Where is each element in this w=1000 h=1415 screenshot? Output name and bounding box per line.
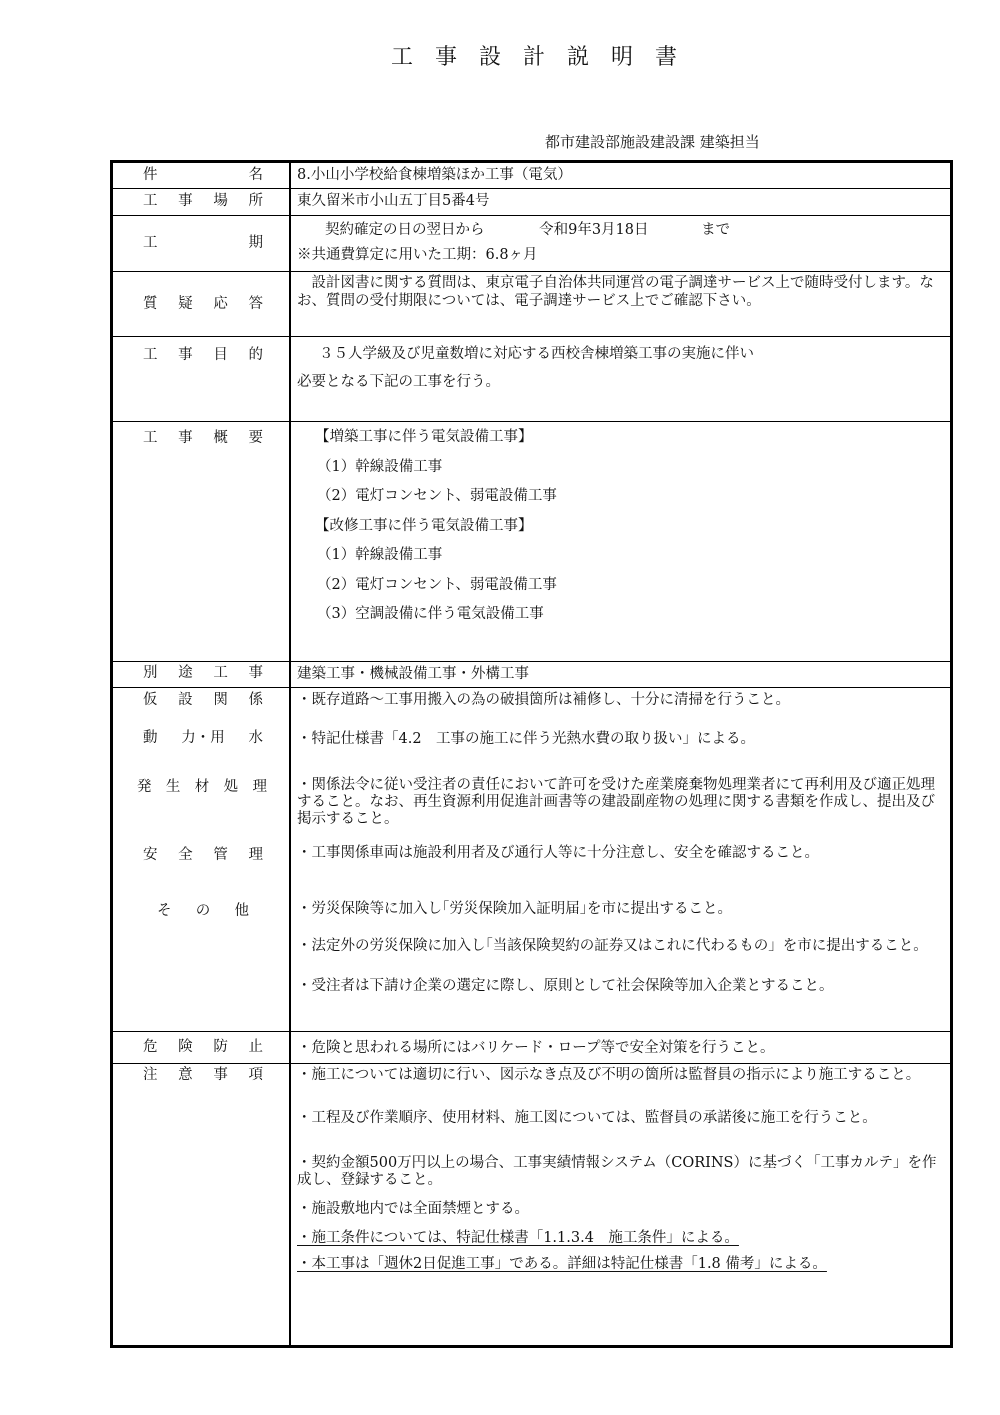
row-name [112,162,952,189]
specification-table [110,160,953,1348]
overview-item: （2）電灯コンセント、弱電設備工事 [317,576,557,593]
value-safety: ・工事関係車両は施設利用者及び通行人等に十分注意し、安全を確認すること。 [297,845,819,861]
row-misc [112,688,952,1032]
label-separate: 別 途 工 事 [112,662,291,688]
value-misc [290,688,952,1032]
label-name: 件 名 [112,162,291,189]
row-qa [112,272,952,337]
value-name: 8.小山小学校給食棟増築ほか工事（電気） [290,162,952,189]
value-temporary: ・既存道路～工事用搬入の為の破損箇所は補修し、十分に清掃を行うこと。 [297,692,790,708]
note-item: ・契約金額500万円以上の場合、工事実績情報システム（CORINS）に基づく「工事カルテ」を作成し、登録すること。 [297,1155,937,1188]
note-item: ・施工については適切に行い、図示なき点及び不明の箇所は監督員の指示により施工すること。 [297,1067,921,1083]
note-item-underlined: ・本工事は「週休2日促進工事」である。詳細は特記仕様書「1.8 備考」による。 [297,1256,827,1272]
value-notes [290,1064,952,1347]
label-purpose: 工 事 目 的 [112,337,291,422]
label-place: 工 事 場 所 [112,189,291,216]
note-item-underlined: ・施工条件については、特記仕様書「1.1.3.4 施工条件」による。 [297,1230,739,1246]
label-overview: 工 事 概 要 [112,422,291,662]
document-title: 工事設計説明書 [390,45,699,70]
overview-item: （2）電灯コンセント、弱電設備工事 [317,488,557,504]
value-separate: 建築工事・機械設備工事・外構工事 [290,662,952,688]
row-danger [112,1032,952,1064]
overview-item: （1）幹線設備工事 [317,458,443,475]
department-label: 都市建設部施設建設課 建築担当 [545,133,760,151]
label-waste: 発 生 材 処 理 [137,779,267,795]
value-other-1: ・労災保険等に加入し｢労災保険加入証明届｣を市に提出すること。 [297,901,732,917]
label-period: 工 期 [112,216,291,272]
label-power: 動 力・用 水 [143,730,263,746]
value-place: 東久留米市小山五丁目5番4号 [290,189,952,216]
label-misc [112,688,291,1032]
label-temporary: 仮 設 関 係 [143,692,263,708]
note-item: ・工程及び作業順序、使用材料、施工図については、監督員の承諾後に施工を行うこと。 [297,1110,877,1126]
overview-item: （1）幹線設備工事 [317,547,443,563]
label-other: そ の 他 [157,903,249,919]
row-overview [112,422,952,662]
label-danger: 危 険 防 止 [112,1032,291,1064]
label-safety: 安 全 管 理 [143,847,263,863]
row-place [112,189,952,216]
label-qa: 質 疑 応 答 [112,272,291,337]
row-purpose [112,337,952,422]
overview-heading: 【増築工事に伴う電気設備工事】 [315,429,533,445]
overview-item: （3）空調設備に伴う電気設備工事 [317,606,544,622]
row-period [112,216,952,272]
row-notes [112,1064,952,1347]
value-purpose: ３５人学級及び児童数増に対応する西校舎棟増築工事の実施に伴い 必要となる下記の工事を行う。 [290,337,952,422]
label-notes: 注 意 事 項 [112,1064,291,1347]
value-waste: ・関係法令に従い受注者の責任において許可を受けた産業廃棄物処理業者にて再利用及び適正処理すること。なお、再生資源利用促進計画書等の建設副産物の処理に関する書類を作成し、提出及び掲示すること。 [297,777,935,827]
value-overview [290,422,952,662]
overview-heading: 【改修工事に伴う電気設備工事】 [315,517,533,534]
value-other-3: ・受注者は下請け企業の選定に際し、原則として社会保険等加入企業とすること。 [297,978,834,994]
value-power: ・特記仕様書「4.2 工事の施工に伴う光熱水費の取り扱い」による。 [297,731,756,747]
value-qa: 設計図書に関する質問は、東京電子自治体共同運営の電子調達サービス上で随時受付します。なお、質問の受付期限については、電子調達サービス上でご確認下さい。 [290,272,952,337]
value-period: 契約確定の日の翌日から 令和9年3月18日 まで ※共通費算定に用いた工期：6.8ヶ月 [290,216,952,272]
note-item: ・施設敷地内では全面禁煙とする。 [297,1201,529,1217]
value-danger: ・危険と思われる場所にはバリケード・ロープ等で安全対策を行うこと。 [290,1032,952,1064]
value-other-2: ・法定外の労災保険に加入し｢当該保険契約の証券又はこれに代わるもの」を市に提出すること。 [297,938,928,954]
row-separate [112,662,952,688]
